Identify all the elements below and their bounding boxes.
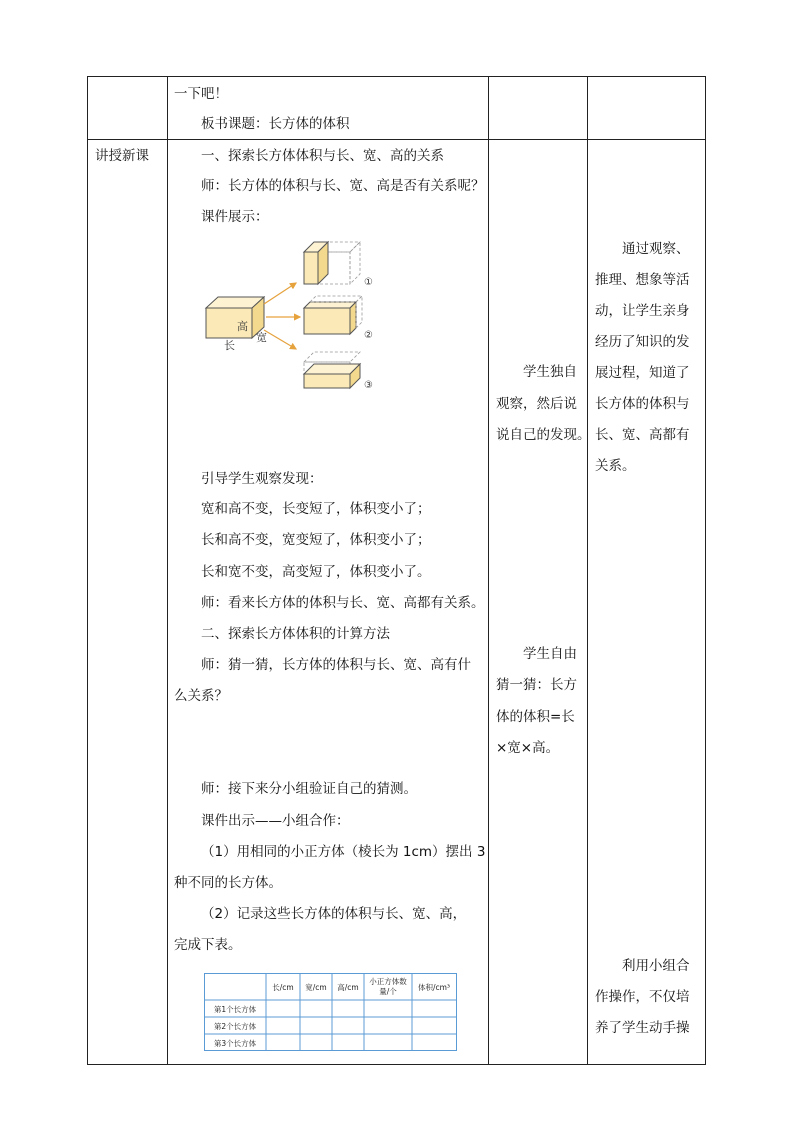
observation-1: 宽和高不变，长变短了，体积变小了； (201, 501, 431, 517)
group-task-title: 课件出示——小组合作： (201, 813, 350, 829)
row-label: 第2个长方体 (213, 1022, 257, 1031)
design-intent-2: 利用小组合 (622, 958, 690, 974)
part1-title: 一、探索长方体体积与长、宽、高的关系 (201, 148, 444, 164)
row-label: 第1个长方体 (213, 1005, 257, 1014)
cuboid-height-shorter (304, 352, 360, 388)
header-length: 长/cm (272, 983, 294, 992)
design-intent-1: 展过程，知道了 (595, 365, 690, 381)
cuboid-volume-figure (200, 238, 390, 398)
guess-question-line1: 师：猜一猜，长方体的体积与长、宽、高有什 (201, 657, 471, 673)
header-height: 高/cm (337, 983, 359, 992)
column-divider (167, 76, 168, 1065)
verify-text: 师：接下来分小组验证自己的猜测。 (201, 781, 417, 797)
observation-3: 长和宽不变，高变短了，体积变小了。 (201, 564, 431, 580)
mark-1: ① (364, 277, 373, 288)
lesson-title: 板书课题：长方体的体积 (201, 116, 350, 132)
arrow-1 (264, 283, 296, 304)
guess-question-line2: 么关系？ (174, 688, 228, 704)
student-activity-2: 体的体积=长 (496, 709, 575, 725)
label-wide: 宽 (256, 331, 267, 344)
label-long: 长 (224, 339, 235, 352)
student-activity-1: 观察，然后说 (496, 396, 577, 412)
stage-label: 讲授新课 (95, 148, 149, 164)
row-divider (87, 139, 706, 140)
design-intent-1: 通过观察、 (622, 241, 690, 257)
task2-line2: 完成下表。 (174, 937, 242, 953)
header-width: 宽/cm (305, 983, 327, 992)
header-volume: 体积/cm³ (418, 983, 450, 992)
intro-text: 一下吧！ (174, 86, 228, 102)
task1-line2: 种不同的长方体。 (174, 875, 282, 891)
mark-2: ② (364, 330, 373, 341)
task2-line1: （2）记录这些长方体的体积与长、宽、高， (201, 906, 467, 922)
row-label: 第3个长方体 (213, 1039, 257, 1048)
design-intent-1: 关系。 (595, 458, 636, 474)
cuboid-length-shorter (304, 242, 360, 284)
part2-title: 二、探索长方体体积的计算方法 (201, 626, 390, 642)
student-activity-2: 猜一猜：长方 (496, 677, 577, 693)
teacher-question: 师：长方体的体积与长、宽、高是否有关系呢？ (201, 178, 485, 194)
student-activity-2: 学生自由 (523, 646, 577, 662)
header-count: 小正方体数 (369, 977, 407, 986)
student-activity-2: ×宽×高。 (496, 740, 560, 756)
design-intent-1: 长、宽、高都有 (595, 427, 690, 443)
design-intent-1: 长方体的体积与 (595, 396, 690, 412)
column-divider (587, 76, 588, 1065)
task1-line1: （1）用相同的小正方体（棱长为 1cm）摆出 3 (201, 844, 486, 860)
mark-3: ③ (364, 380, 373, 391)
design-intent-2: 养了学生动手操 (595, 1020, 690, 1036)
guide-text: 引导学生观察发现： (201, 471, 323, 487)
student-activity-1: 学生独自 (523, 364, 577, 380)
record-table (204, 973, 457, 1051)
label-high: 高 (237, 320, 248, 333)
student-activity-1: 说自己的发现。 (496, 427, 591, 443)
design-intent-1: 推理、想象等活 (595, 272, 690, 288)
observation-2: 长和高不变，宽变短了，体积变小了； (201, 532, 431, 548)
design-intent-1: 动，让学生亲身 (595, 303, 690, 319)
design-intent-1: 经历了知识的发 (595, 334, 690, 350)
conclusion-text: 师：看来长方体的体积与长、宽、高都有关系。 (201, 595, 485, 611)
header-count: 量/个 (379, 987, 397, 996)
design-intent-2: 作操作，不仅培 (595, 989, 690, 1005)
column-divider (488, 76, 489, 1065)
cuboid-width-shorter (304, 296, 362, 334)
arrow-3 (264, 330, 296, 349)
courseware-show: 课件展示： (201, 209, 269, 225)
